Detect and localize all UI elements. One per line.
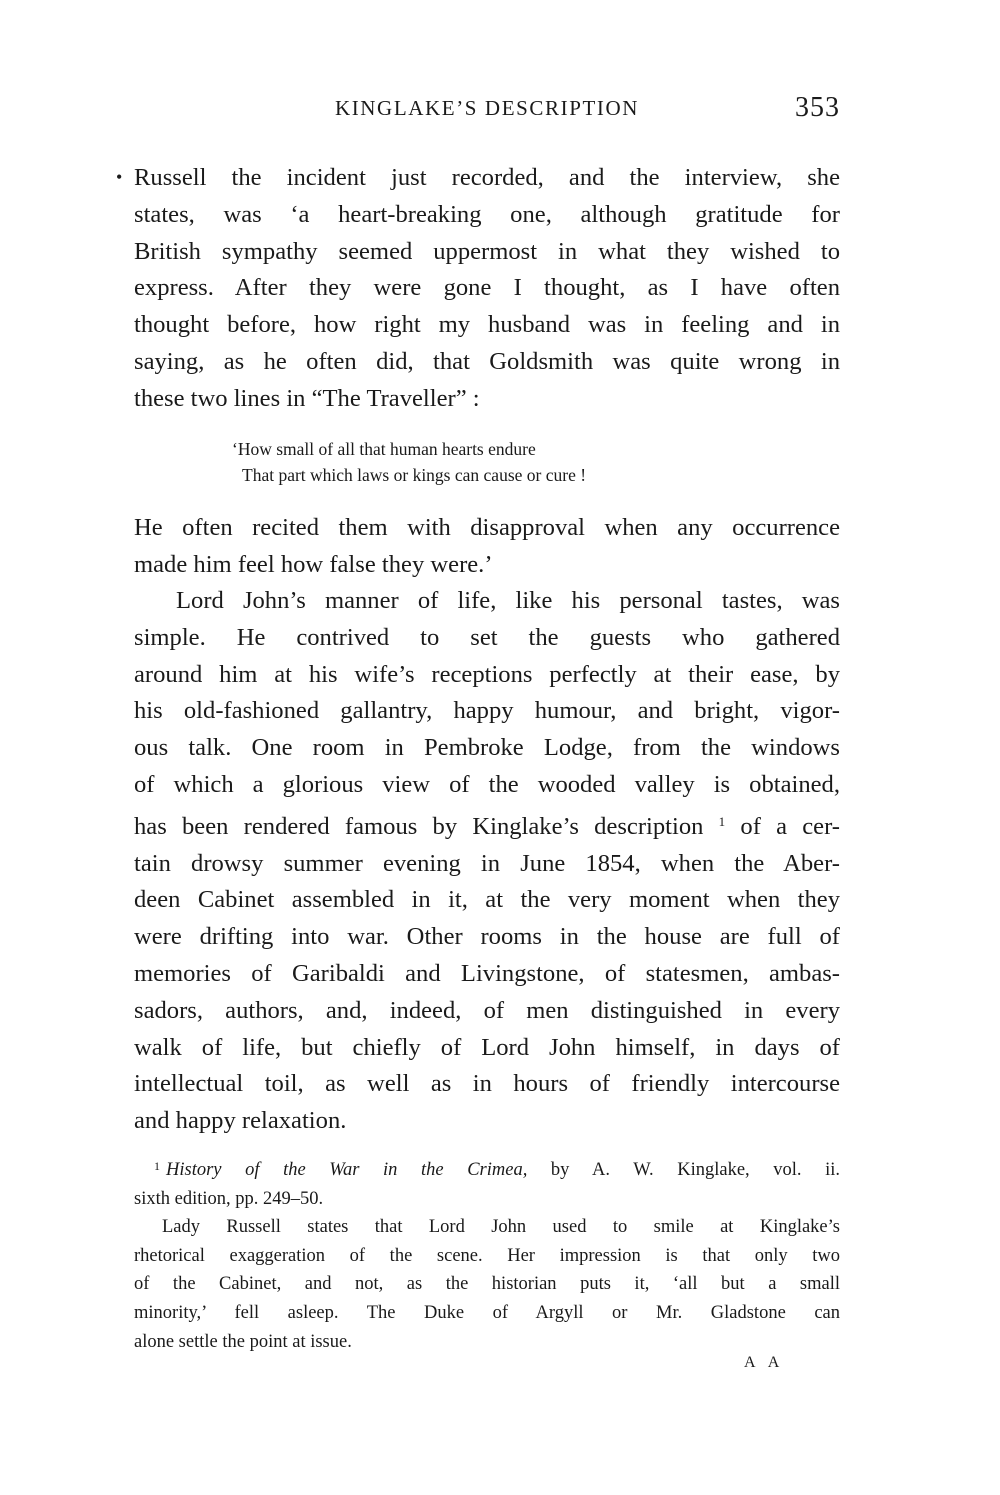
verse-quotation [232, 436, 586, 488]
text-line: British sympathy seemed uppermost in what they wished to [134, 237, 840, 265]
text-line: walk of life, but chiefly of Lord John himself, in days of [134, 1033, 840, 1061]
footnote-line: of the Cabinet, and not, as the historian puts it, ‘all but a small [134, 1274, 840, 1295]
text-line: ous talk. One room in Pembroke Lodge, from the windows [134, 734, 840, 762]
text-line: around him at his wife’s receptions perfectly at their ease, by [134, 660, 840, 688]
text-line: simple. He contrived to set the guests who gathered [134, 623, 840, 651]
footnote-line [134, 1152, 840, 1185]
paragraph-lord-john [134, 583, 840, 1140]
text-segment: has been rendered famous by Kinglake’s description [134, 812, 704, 840]
footnotes [134, 1152, 840, 1356]
text-segment: of a cer- [740, 812, 840, 840]
running-title: KINGLAKE’S DESCRIPTION [334, 96, 640, 120]
verse-line: ‘How small of all that human hearts endure [232, 439, 536, 459]
cited-work-title: History of the War in the Crimea, [166, 1160, 528, 1180]
paragraph-after-verse [134, 510, 840, 584]
signature-mark: A A [744, 1354, 785, 1371]
text-line [134, 804, 840, 846]
footnote-line: Lady Russell states that Lord John used to smile at Kinglake’s [162, 1217, 840, 1238]
text-line: memories of Garibaldi and Livingstone, of statesmen, ambas- [134, 959, 840, 987]
text-line: made him feel how false they were.’ [134, 550, 493, 578]
text-line: these two lines in “The Traveller” : [134, 384, 480, 412]
text-line: his old-fashioned gallantry, happy humour, and bright, vigor- [134, 697, 840, 725]
text-line: of which a glorious view of the wooded valley is obtained, [134, 770, 840, 798]
text-line: deen Cabinet assembled in it, at the very moment when they [134, 886, 840, 914]
text-line: states, was ‘a heart-breaking one, although gratitude for [134, 200, 840, 228]
footnote-line: alone settle the point at issue. [134, 1331, 352, 1352]
verse-line: That part which laws or kings can cause or cure ! [242, 465, 587, 485]
text-line: He often recited them with disapproval when any occurrence [134, 514, 840, 541]
page-header [134, 92, 840, 132]
text-line: thought before, how right my husband was in feeling and in [134, 311, 840, 339]
text-segment: by A. W. Kinglake, vol. ii. [550, 1160, 841, 1180]
footnote-line: minority,’ fell asleep. The Duke of Argyll or Mr. Gladstone can [134, 1302, 840, 1323]
text-line: were drifting into war. Other rooms in the house are full of [134, 923, 840, 951]
text-line: Russell the incident just recorded, and the interview, she [134, 164, 840, 191]
text-line: sadors, authors, and, indeed, of men distinguished in every [134, 996, 840, 1024]
footnote-line: rhetorical exaggeration of the scene. Her impression is that only two [134, 1245, 840, 1266]
text-line: Lord John’s manner of life, like his personal tastes, was [176, 587, 840, 614]
text-line: express. After they were gone I thought, as I have often [134, 274, 840, 302]
stray-ink-mark: • [116, 167, 123, 187]
text-line: intellectual toil, as well as in hours of friendly intercourse [134, 1070, 840, 1098]
text-line: and happy relaxation. [134, 1107, 347, 1135]
footnote-marker: 1 [154, 1159, 160, 1173]
page-number: 353 [795, 92, 840, 123]
footnote-reference: 1 [718, 813, 726, 829]
paragraph-continued [134, 160, 840, 418]
text-line: saying, as he often did, that Goldsmith was quite wrong in [134, 347, 840, 375]
text-line: tain drowsy summer evening in June 1854, when the Aber- [134, 849, 840, 877]
footnote-line: sixth edition, pp. 249–50. [134, 1188, 324, 1209]
